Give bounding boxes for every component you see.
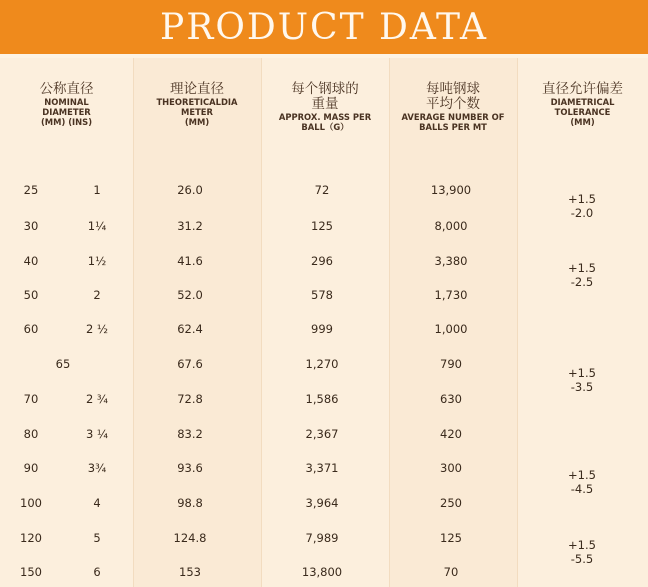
- header-balls-per-ton: [389, 82, 517, 132]
- header-diametrical-tolerance: [517, 82, 648, 127]
- cell-balls-per-mt: 8,000: [434, 219, 468, 233]
- cell-balls-per-mt: 250: [440, 496, 462, 510]
- cell-balls-per-mt: 3,380: [434, 254, 468, 268]
- cell-balls-per-mt: 1,730: [434, 288, 468, 302]
- cell-mass-g: 13,800: [301, 565, 343, 579]
- header-label-en: NOMINAL: [44, 97, 89, 107]
- cell-nominal-mm: 100: [20, 496, 42, 510]
- cell-mass-g: 1,270: [305, 357, 339, 371]
- title-banner: [0, 0, 648, 54]
- cell-theoretical-mm: 41.6: [177, 254, 203, 268]
- header-label-en: (MM) (INS): [40, 117, 93, 127]
- cell-nominal-mm: 65: [55, 357, 71, 371]
- cell-mass-g: 125: [311, 219, 333, 233]
- cell-balls-per-mt: 630: [440, 392, 462, 406]
- cell-theoretical-mm: 31.2: [177, 219, 203, 233]
- header-label-zh: 平均个数: [426, 96, 480, 112]
- cell-theoretical-mm: 83.2: [177, 427, 203, 441]
- column-divider: [133, 58, 134, 587]
- cell-mass-g: 1,586: [305, 392, 339, 406]
- cell-mass-g: 3,371: [305, 461, 339, 475]
- cell-nominal-mm: 70: [23, 392, 39, 406]
- header-label-en: DIAMETER: [42, 107, 91, 117]
- tolerance-minus: -4.5: [570, 482, 594, 496]
- header-label-en: AVERAGE NUMBER OF: [401, 112, 505, 122]
- cell-balls-per-mt: 125: [440, 531, 462, 545]
- cell-balls-per-mt: 13,900: [430, 183, 472, 197]
- header-label-en: (MM): [184, 117, 210, 127]
- cell-nominal-ins: 2 ½: [85, 322, 109, 336]
- cell-mass-g: 999: [311, 322, 333, 336]
- cell-theoretical-mm: 26.0: [177, 183, 203, 197]
- header-label-en: BALL（G）: [301, 122, 349, 132]
- cell-nominal-ins: 3 ¼: [85, 427, 109, 441]
- header-label-zh: 重量: [311, 96, 339, 112]
- cell-nominal-mm: 120: [20, 531, 42, 545]
- tolerance-range: [568, 468, 596, 496]
- cell-nominal-mm: 30: [23, 219, 39, 233]
- cell-nominal-ins: 2: [93, 288, 101, 302]
- tolerance-plus: +1.5: [568, 192, 596, 206]
- tolerance-minus: -3.5: [570, 380, 594, 394]
- cell-nominal-mm: 80: [23, 427, 39, 441]
- cell-theoretical-mm: 62.4: [177, 322, 203, 336]
- tolerance-plus: +1.5: [568, 538, 596, 552]
- cell-nominal-ins: 6: [93, 565, 101, 579]
- cell-nominal-ins: 4: [93, 496, 101, 510]
- header-label-en: METER: [181, 107, 213, 117]
- header-theoretical-diameter: [133, 82, 261, 127]
- cell-nominal-mm: 150: [20, 565, 42, 579]
- cell-mass-g: 578: [311, 288, 333, 302]
- cell-nominal-ins: 1½: [87, 254, 107, 268]
- tolerance-range: [568, 261, 596, 289]
- header-label-zh: 直径允许偏差: [542, 81, 623, 97]
- header-label-zh: 每吨钢球: [426, 81, 480, 97]
- cell-mass-g: 296: [311, 254, 333, 268]
- column-divider: [261, 58, 262, 587]
- header-label-en: THEORETICALDIA: [156, 97, 238, 107]
- header-label-en: DIAMETRICAL: [550, 97, 615, 107]
- cell-nominal-mm: 25: [23, 183, 39, 197]
- tolerance-range: [568, 366, 596, 394]
- cell-nominal-mm: 50: [23, 288, 39, 302]
- cell-balls-per-mt: 300: [440, 461, 462, 475]
- cell-nominal-ins: 2 ¾: [85, 392, 109, 406]
- header-label-zh: 理论直径: [170, 81, 224, 97]
- cell-theoretical-mm: 124.8: [173, 531, 207, 545]
- header-label-en: TOLERANCE: [554, 107, 611, 117]
- cell-theoretical-mm: 98.8: [177, 496, 203, 510]
- cell-nominal-mm: 40: [23, 254, 39, 268]
- header-label-en: (MM): [570, 117, 595, 127]
- tolerance-range: [568, 538, 596, 566]
- cell-balls-per-mt: 70: [443, 565, 459, 579]
- header-nominal-diameter: [0, 82, 133, 127]
- cell-nominal-mm: 90: [23, 461, 39, 475]
- cell-nominal-ins: 3¾: [87, 461, 107, 475]
- cell-theoretical-mm: 67.6: [177, 357, 203, 371]
- column-divider: [389, 58, 390, 587]
- cell-nominal-ins: 1¼: [87, 219, 107, 233]
- tolerance-plus: +1.5: [568, 366, 596, 380]
- page-title: PRODUCT DATA: [160, 6, 488, 48]
- cell-nominal-ins: 1: [93, 183, 101, 197]
- column-band-tolerance: [517, 58, 648, 587]
- tolerance-plus: +1.5: [568, 261, 596, 275]
- cell-theoretical-mm: 52.0: [177, 288, 203, 302]
- column-divider: [517, 58, 518, 587]
- cell-balls-per-mt: 790: [440, 357, 462, 371]
- cell-nominal-ins: 5: [93, 531, 101, 545]
- cell-balls-per-mt: 1,000: [434, 322, 468, 336]
- header-label-en: APPROX. MASS PER: [278, 112, 372, 122]
- cell-balls-per-mt: 420: [440, 427, 462, 441]
- cell-nominal-mm: 60: [23, 322, 39, 336]
- cell-mass-g: 72: [314, 183, 330, 197]
- cell-mass-g: 7,989: [305, 531, 339, 545]
- header-label-en: BALLS PER MT: [419, 122, 487, 132]
- cell-theoretical-mm: 153: [179, 565, 201, 579]
- cell-theoretical-mm: 72.8: [177, 392, 203, 406]
- tolerance-plus: +1.5: [568, 468, 596, 482]
- tolerance-range: [568, 192, 596, 220]
- cell-mass-g: 2,367: [305, 427, 339, 441]
- tolerance-minus: -2.5: [570, 275, 594, 289]
- header-label-zh: 每个钢球的: [291, 81, 359, 97]
- header-label-zh: 公称直径: [39, 81, 94, 97]
- tolerance-minus: -2.0: [570, 206, 594, 220]
- cell-mass-g: 3,964: [305, 496, 339, 510]
- tolerance-minus: -5.5: [570, 552, 594, 566]
- header-mass-per-ball: [261, 82, 389, 132]
- cell-theoretical-mm: 93.6: [177, 461, 203, 475]
